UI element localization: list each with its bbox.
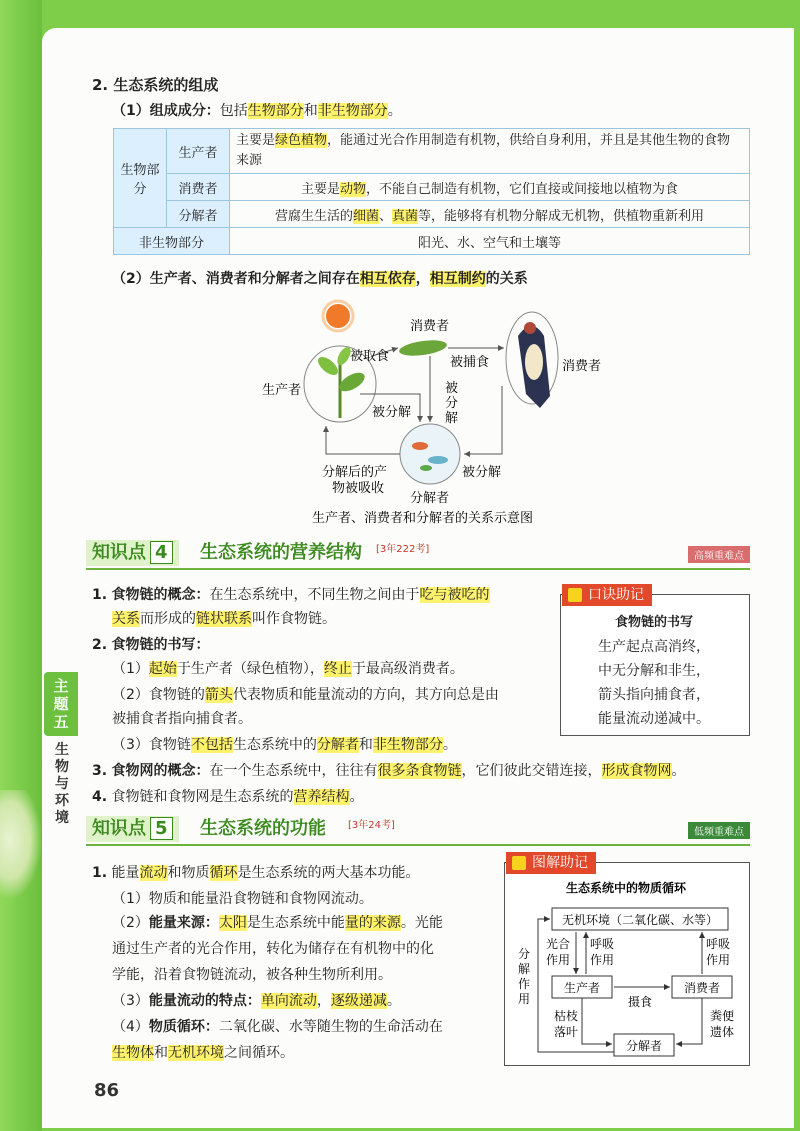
cell-text: 分解者	[178, 208, 218, 224]
kp-num: 4	[150, 541, 173, 564]
kp5-p4	[112, 1018, 443, 1036]
highlight: 起始	[148, 661, 177, 677]
highlight: 形成食物网	[601, 763, 672, 779]
text: 。	[349, 789, 364, 805]
subject-char: 环	[55, 793, 69, 809]
item-num: 1.	[92, 865, 108, 881]
theme-tab	[44, 672, 78, 736]
label-dung: 遗体	[710, 1025, 735, 1039]
text: 和	[358, 737, 373, 753]
kp4-item-2-1	[112, 660, 464, 678]
text: （4）	[112, 1019, 149, 1035]
highlight: 无机环境	[168, 1045, 224, 1061]
highlight: 分解者	[316, 737, 359, 753]
label-photo: 光合	[546, 937, 571, 951]
group-label	[114, 129, 167, 228]
kp5-p1: （1）物质和能量沿食物链和食物网流动。	[112, 891, 373, 907]
abiotic-value	[230, 228, 750, 255]
kp4-item-2	[92, 636, 210, 654]
kp-badge: 低频重难点	[688, 822, 750, 839]
text: ，它们彼此交错连接，	[461, 763, 602, 779]
text: （1）	[112, 661, 149, 677]
kp5-p2	[112, 914, 443, 932]
microbe-icon	[412, 442, 428, 450]
microbe-icon	[428, 456, 448, 464]
text: 的关系	[485, 271, 528, 287]
text: ，	[415, 271, 430, 287]
label-eaten: 被取食	[350, 349, 390, 364]
diagram-caption: 生产者、消费者和分解者的关系示意图	[312, 511, 534, 526]
subject-tab	[48, 742, 76, 827]
highlight: 营养结构	[293, 789, 350, 805]
text: 生态系统中的	[232, 737, 317, 753]
highlight: 量的来源	[344, 915, 401, 931]
cell-text: 等，能够将有机物分解成无机物，供植物重新利用	[418, 208, 705, 224]
cell-text: ，不能自己制造有机物，它们直接或间接地以植物为食	[366, 181, 679, 197]
label-decomp: 解	[518, 962, 531, 976]
decomposer-circle	[400, 424, 460, 484]
kp-tag-text: 知识点	[92, 818, 146, 839]
kp4-header	[86, 538, 750, 570]
mnemonic-line: 生产起点高消终，	[598, 639, 710, 655]
text: 。	[671, 763, 686, 779]
cycle-title: 生态系统中的物质循环	[565, 881, 687, 895]
text: 。光能	[400, 915, 443, 931]
highlight: 真菌	[392, 208, 419, 224]
section-heading	[92, 76, 218, 94]
section-title: 生态系统的组成	[113, 76, 219, 94]
label-decomposed-a: 被分解	[372, 405, 412, 420]
label-resp2: 作用	[706, 953, 731, 967]
label-resp1: 呼吸	[590, 937, 615, 951]
text: 和物质	[167, 865, 210, 881]
label-decomposed-b: 被分解	[462, 465, 502, 480]
highlight: 循环	[209, 865, 238, 881]
subject-char: 与	[55, 776, 69, 792]
mnemonic-head-text: 口诀助记	[588, 587, 644, 603]
subject-char: 生	[55, 742, 69, 758]
item-num: 1.	[92, 587, 108, 603]
cycle-head-text: 图解助记	[532, 855, 588, 871]
label-resp2: 呼吸	[706, 937, 731, 951]
label-decomposer: 分解者	[410, 491, 450, 506]
highlight: 绿色植物	[275, 133, 328, 148]
highlight: 太阳	[218, 915, 247, 931]
text: 。	[387, 103, 402, 119]
composition-line	[112, 102, 402, 120]
table-row	[114, 228, 750, 255]
table-row	[114, 201, 750, 228]
item-label: 食物网的概念：	[111, 763, 210, 779]
highlight: 生物体	[112, 1045, 154, 1061]
text: （2）食物链的	[112, 687, 205, 703]
theme-char: 题	[53, 695, 69, 713]
text: 叫作食物链。	[252, 611, 336, 627]
text: 包括	[219, 103, 248, 119]
highlight: 细菌	[352, 208, 379, 224]
highlight: 单向流动	[260, 993, 317, 1009]
highlight: 不包括	[190, 737, 233, 753]
cell-text: 阳光、水、空气和土壤等	[417, 235, 561, 251]
highlight: 箭头	[204, 687, 233, 703]
cell-text: 消费者	[178, 181, 218, 197]
bird-head	[524, 322, 536, 334]
item-num: 2.	[92, 637, 108, 653]
text: ，	[316, 993, 331, 1009]
text: 在一个生态系统中，往往有	[209, 763, 378, 779]
row-label	[167, 174, 230, 201]
mnemonic-line: 能量流动递减中。	[598, 711, 710, 727]
row-value	[230, 174, 750, 201]
kp-tag	[86, 540, 179, 566]
cell-text: 生物部分	[120, 163, 160, 197]
item-label: 食物链的概念：	[111, 587, 210, 603]
relation-line	[112, 270, 528, 288]
label-consumer-right: 消费者	[562, 359, 602, 374]
text: 食物链和食物网是生态系统的	[111, 789, 294, 805]
page-number: 86	[94, 1080, 120, 1101]
text: 是生态系统中能	[246, 915, 345, 931]
kp4-item-2-2-cont	[112, 710, 252, 728]
text: 和	[154, 1045, 168, 1061]
highlight: 关系	[112, 611, 140, 627]
kp-source: [3年222考]	[376, 544, 430, 555]
text: 是生态系统的两大基本功能。	[237, 865, 420, 881]
highlight: 相互制约	[429, 271, 486, 287]
subject-char: 境	[55, 810, 69, 826]
label-absorbed: 分解后的产	[322, 465, 388, 480]
text: 而形成的	[140, 611, 196, 627]
kp-badge: 高频重难点	[688, 546, 750, 563]
text: 二氧化碳、水等随生物的生命活动在	[218, 1019, 443, 1035]
text: 被捕食者指向捕食者。	[112, 711, 252, 727]
kp5-p4-cont	[112, 1044, 294, 1062]
highlight: 流动	[139, 865, 168, 881]
mnemonic-title: 食物链的书写	[614, 615, 693, 630]
kp5-p2-line3: 学能，沿着食物链流动，被各种生物所利用。	[112, 967, 392, 983]
cell-text: 、	[378, 208, 392, 224]
label-resp1: 作用	[590, 953, 615, 967]
text: （2）生产者、消费者和分解者之间存在	[112, 271, 360, 287]
microbe-icon	[420, 465, 432, 471]
subject-char: 物	[55, 759, 69, 775]
node-consumer-label: 消费者	[683, 981, 721, 995]
text: 于生产者（绿色植物），	[176, 661, 324, 677]
label-consumer-top: 消费者	[410, 319, 450, 334]
highlight: 链状联系	[196, 611, 252, 627]
arrow-dung	[676, 998, 702, 1044]
pen-icon	[568, 588, 582, 602]
highlight: 吃与被吃的	[419, 587, 490, 603]
mnemonic-line: 中无分解和非生，	[598, 663, 710, 679]
leaf-decoration	[0, 790, 42, 900]
label-dung: 粪便	[710, 1009, 735, 1023]
highlight: 逐级递减	[330, 993, 387, 1009]
kp4-item-1	[92, 586, 490, 604]
item-label: 食物链的书写：	[111, 637, 210, 653]
pen-icon	[512, 856, 526, 870]
label-litter: 落叶	[554, 1025, 579, 1039]
item-label: 能量来源：	[148, 915, 219, 931]
section-num: 2.	[92, 76, 109, 94]
arrow-decomposed-bird	[464, 386, 502, 454]
highlight: 非生物部分	[317, 103, 388, 119]
mnemonic-line: 箭头指向捕食者，	[598, 687, 710, 703]
theme-char: 五	[53, 713, 69, 731]
cell-text: 主要是	[300, 181, 340, 197]
text: （2）	[112, 915, 149, 931]
text: 于最高级消费者。	[351, 661, 464, 677]
text: 之间循环。	[224, 1045, 294, 1061]
kp5-p3	[112, 992, 401, 1010]
highlight: 生物部分	[247, 103, 304, 119]
node-decomposer-label: 分解者	[625, 1039, 663, 1053]
sun-icon	[326, 304, 350, 328]
cell-text: ，能通过光合作用制造有机物，供给自身利用，并且是其他生物的食物	[327, 133, 731, 148]
kp4-item-1-cont	[112, 610, 336, 628]
text: （3）食物链	[112, 737, 191, 753]
kp-title: 生态系统的营养结构	[200, 542, 362, 563]
relation-diagram	[240, 296, 620, 528]
kp-source: [3年24考]	[348, 820, 395, 831]
composition-table	[113, 128, 750, 255]
bird-belly	[525, 344, 543, 380]
label-decomp: 用	[518, 992, 531, 1006]
label-absorbed: 物被吸收	[332, 481, 385, 496]
cell-text: 生产者	[178, 145, 218, 161]
text: 。	[386, 993, 401, 1009]
row-value	[230, 129, 750, 174]
cell-text: 主要是	[236, 133, 276, 148]
highlight: 终止	[323, 661, 352, 677]
text: 。	[442, 737, 457, 753]
kp4-item-2-2	[112, 686, 499, 704]
kp-num: 5	[150, 817, 173, 840]
label-caught: 被捕食	[450, 355, 490, 370]
highlight: 很多条食物链	[377, 763, 462, 779]
item-num: 4.	[92, 789, 108, 805]
caterpillar-icon	[398, 338, 447, 359]
row-label	[167, 201, 230, 228]
highlight: 相互依存	[359, 271, 416, 287]
label-decomposed-vert: 解	[445, 411, 459, 426]
kp5-header	[86, 814, 750, 846]
cell-text: 营腐生生活的	[274, 208, 353, 224]
highlight: 动物	[339, 181, 366, 197]
item-label: 能量流动的特点：	[148, 993, 261, 1009]
text: 在生态系统中，不同生物之间由于	[209, 587, 420, 603]
left-green-strip	[0, 0, 42, 1131]
arrow-absorbed	[326, 426, 400, 454]
label-decomp: 作	[518, 977, 531, 991]
row-label	[167, 129, 230, 174]
kp5-p2-line2: 通过生产者的光合作用，转化为储存在有机物中的化	[112, 941, 434, 957]
kp5-item-1	[92, 864, 420, 882]
node-env-label: 无机环境（二氧化碳、水等）	[561, 913, 719, 927]
text: （3）	[112, 993, 149, 1009]
item-num: 3.	[92, 763, 108, 779]
label-litter: 枯枝	[554, 1009, 579, 1023]
table-row	[114, 129, 750, 174]
text: 代表物质和能量流动的方向，其方向总是由	[232, 687, 499, 703]
kp-tag-text: 知识点	[92, 542, 146, 563]
item-label: 物质循环：	[148, 1019, 219, 1035]
text: 能量	[111, 865, 140, 881]
label-decomposed-vert: 分	[445, 396, 459, 411]
label-eat: 摄食	[628, 995, 653, 1009]
mnemonic-head	[562, 584, 652, 606]
node-producer-label: 生产者	[563, 981, 601, 995]
plant-leaf-icon	[315, 354, 341, 379]
text: 和	[303, 103, 318, 119]
label-decomposed-vert: 被	[445, 381, 459, 396]
kp-title: 生态系统的功能	[200, 818, 326, 839]
label-producer: 生产者	[262, 383, 302, 398]
kp4-item-4	[92, 788, 364, 806]
composition-prefix: （1）组成成分：	[112, 103, 220, 119]
theme-char: 主	[53, 677, 69, 695]
highlight: 非生物部分	[372, 737, 443, 753]
kp-tag	[86, 816, 179, 842]
cycle-head	[506, 852, 596, 874]
row-value	[230, 201, 750, 228]
label-photo: 作用	[546, 953, 571, 967]
cycle-diagram	[504, 876, 748, 1062]
label-decomp: 分	[518, 947, 531, 961]
kp4-item-2-3	[112, 736, 457, 754]
table-row	[114, 174, 750, 201]
cell-text: 非生物部分	[138, 235, 204, 251]
arrow-litter	[582, 998, 612, 1044]
abiotic-label	[114, 228, 230, 255]
cell-text: 来源	[236, 153, 263, 168]
kp4-item-3	[92, 762, 686, 780]
